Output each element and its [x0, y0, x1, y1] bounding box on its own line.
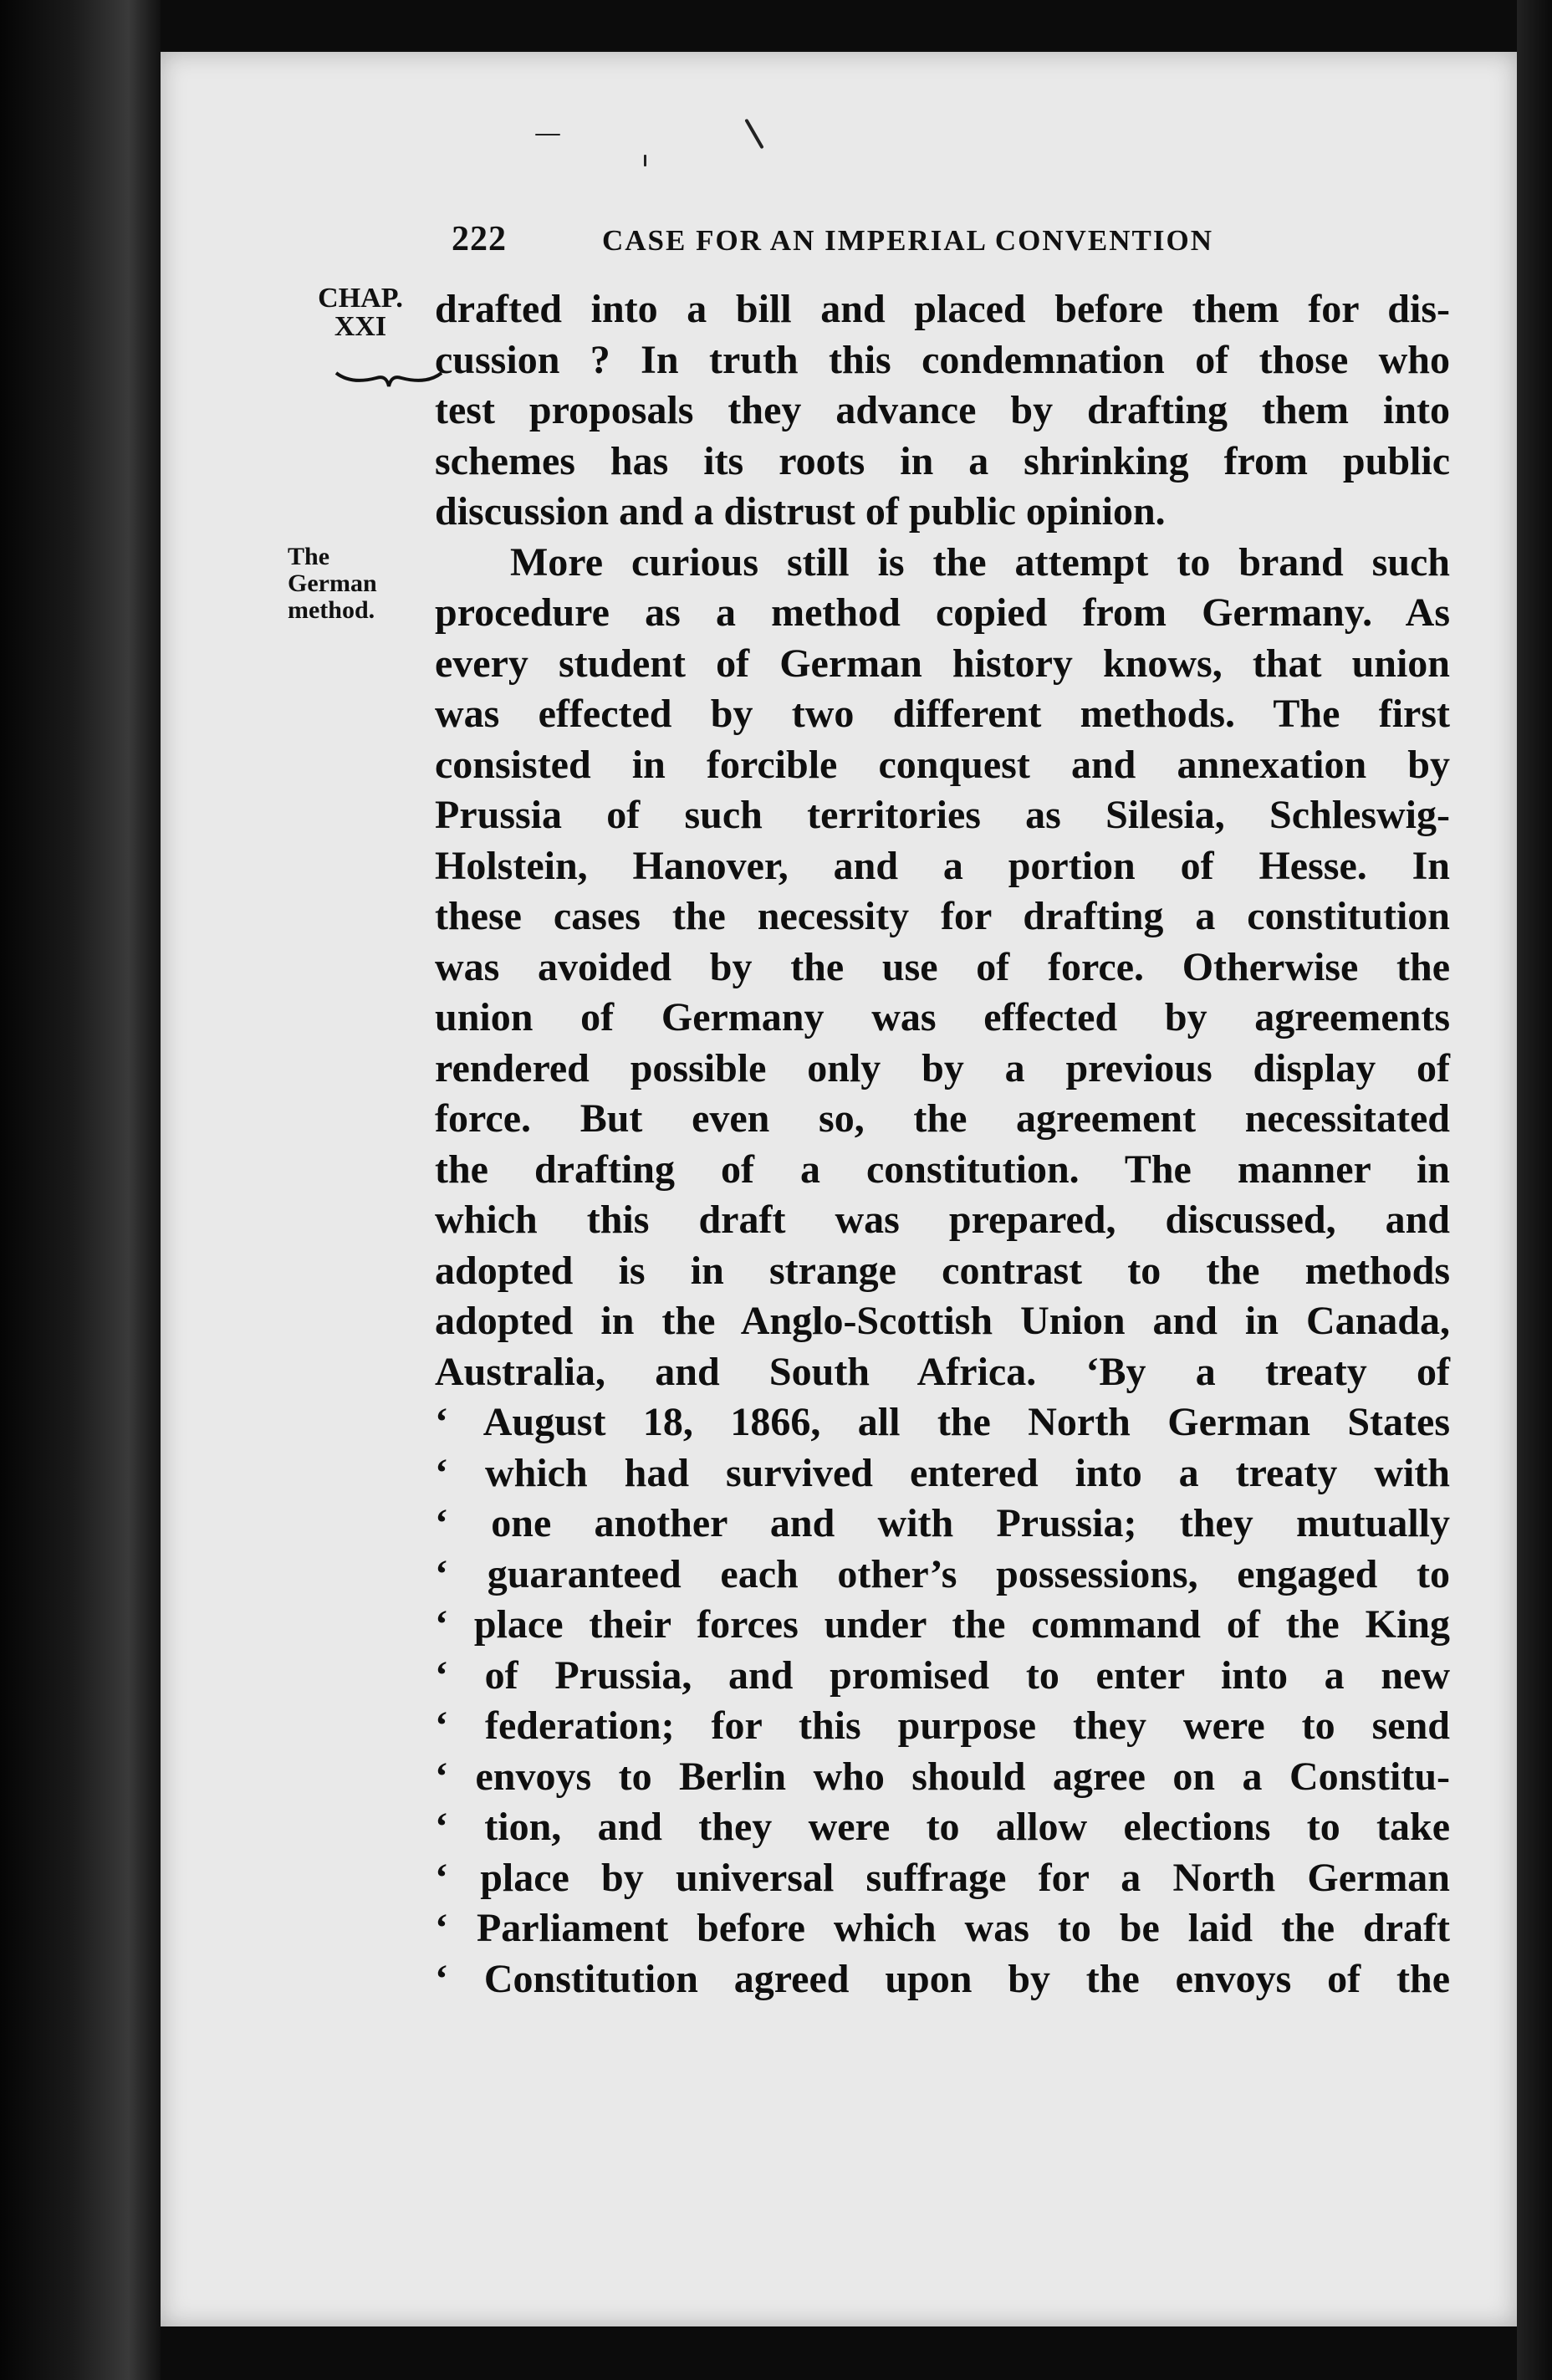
- text-line: ‘ which had survived entered into a treaty with: [435, 1450, 1450, 1495]
- scan-right-edge: [1517, 0, 1552, 2380]
- page-number: 222: [452, 220, 507, 258]
- text-line: test proposals they advance by drafting them into: [435, 388, 1450, 432]
- text-line: ‘ tion, and they were to allow elections to take: [435, 1805, 1450, 1849]
- text-line: drafted into a bill and placed before them for dis-: [435, 287, 1450, 331]
- text-line: adopted is in strange contrast to the methods: [435, 1248, 1450, 1293]
- scan-speck: [535, 134, 560, 135]
- text-line: the drafting of a constitution. The manner in: [435, 1147, 1450, 1192]
- text-line: consisted in forcible conquest and annexation by: [435, 742, 1450, 787]
- text-line: ‘ place their forces under the command of the King: [435, 1602, 1450, 1647]
- running-head: [452, 219, 1321, 269]
- text-line: these cases the necessity for drafting a constitution: [435, 894, 1450, 938]
- text-line: cussion ? In truth this condemnation of those who: [435, 337, 1450, 382]
- scan-left-edge: [0, 0, 161, 2380]
- running-title: CASE FOR AN IMPERIAL CONVENTION: [602, 224, 1213, 257]
- text-line: ‘ guaranteed each other’s possessions, engaged to: [435, 1551, 1450, 1596]
- text-line: ‘ place by universal suffrage for a North German: [435, 1855, 1450, 1900]
- chapter-number: XXI: [334, 311, 387, 342]
- text-line: force. But even so, the agreement necessitated: [435, 1096, 1450, 1141]
- chapter-label: CHAP.: [318, 283, 403, 314]
- text-line: ‘ August 18, 1866, all the North German States: [435, 1400, 1450, 1444]
- text-line: ‘ Parliament before which was to be laid the draft: [435, 1906, 1450, 1950]
- text-line: More curious still is the attempt to brand such: [510, 539, 1450, 585]
- text-line: rendered possible only by a previous display of: [435, 1045, 1450, 1090]
- text-line: Australia, and South Africa. ‘By a treaty of: [435, 1349, 1450, 1394]
- margin-note: [288, 544, 413, 624]
- margin-note-line: method.: [288, 596, 375, 624]
- chapter-marker: [306, 284, 415, 341]
- text-line: ‘ federation; for this purpose they were to send: [435, 1703, 1450, 1748]
- scan-speck: [644, 155, 646, 166]
- body-text: [435, 284, 1450, 2005]
- text-line: schemes has its roots in a shrinking from public: [435, 438, 1450, 483]
- text-line: ‘ Constitution agreed upon by the envoys of the: [435, 1956, 1450, 2001]
- text-line: ‘ one another and with Prussia; they mutually: [435, 1501, 1450, 1545]
- text-line: every student of German history knows, that union: [435, 641, 1450, 686]
- text-line: ‘ of Prussia, and promised to enter into a new: [435, 1652, 1450, 1698]
- margin-note-line: German: [288, 569, 377, 597]
- text-line: ‘ envoys to Berlin who should agree on a Constitu-: [435, 1754, 1450, 1799]
- chapter-brace-ornament: [334, 366, 443, 391]
- text-line: adopted in the Anglo-Scottish Union and in Canada,: [435, 1299, 1450, 1343]
- text-line: union of Germany was effected by agreements: [435, 995, 1450, 1039]
- text-line: Prussia of such territories as Silesia, Schleswig-: [435, 793, 1450, 837]
- text-line: which this draft was prepared, discussed, and: [435, 1198, 1450, 1242]
- text-line: discussion and a distrust of public opinion.: [435, 489, 1166, 534]
- margin-note-line: The: [288, 543, 330, 570]
- text-line: was effected by two different methods. The first: [435, 692, 1450, 736]
- text-line: procedure as a method copied from Germany. As: [435, 590, 1450, 635]
- text-line: was avoided by the use of force. Otherwise the: [435, 944, 1450, 989]
- text-line: Holstein, Hanover, and a portion of Hesse. In: [435, 843, 1450, 888]
